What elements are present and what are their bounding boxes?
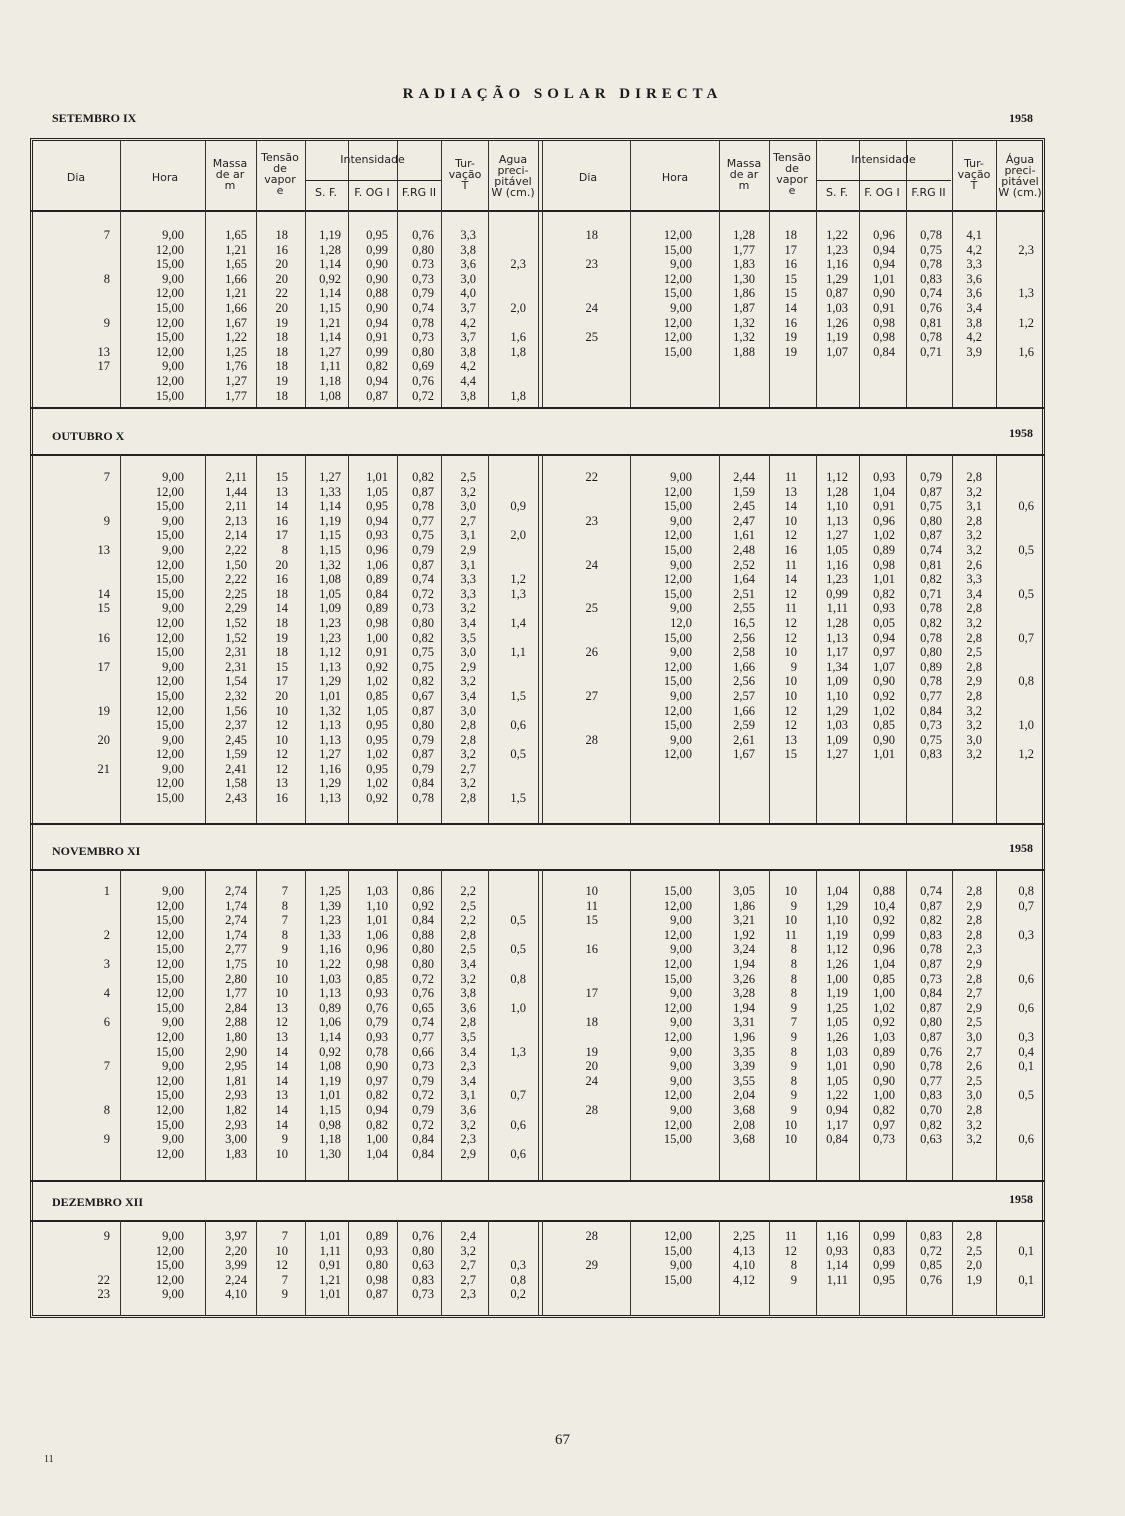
column-rule bbox=[538, 869, 539, 1180]
column-rule bbox=[816, 141, 817, 210]
data-column-left-t: 2,2 2,5 2,2 2,8 2,5 3,4 3,2 3,8 3,6 2,8 3,5 3,4 2,3 3,4 3,1 3,6 3,2 2,3 2,9 bbox=[460, 884, 476, 1161]
data-column-left-sf: 1,19 1,28 1,14 0,92 1,14 1,15 1,21 1,14 1,27 1,11 1,18 1,08 bbox=[319, 228, 341, 403]
data-column-right-e: 11 12 8 9 bbox=[784, 1229, 797, 1287]
data-column-left-sf: 1,25 1,39 1,23 1,33 1,16 1,22 1,03 1,13 0,89 1,06 1,14 0,92 1,08 1,19 1,01 1,15 0,98 1,18 1,30 bbox=[319, 884, 341, 1161]
data-column-right-t: 4,1 4,2 3,3 3,6 3,6 3,4 3,8 4,2 3,9 bbox=[966, 228, 982, 359]
hdr-dia-right: Dia bbox=[578, 171, 598, 184]
data-column-right-e: 18 17 16 15 15 14 16 19 19 bbox=[784, 228, 797, 359]
data-column-left-t: 3,3 3,8 3,6 3,0 4,0 3,7 4,2 3,7 3,8 4,2 4,4 3,8 bbox=[460, 228, 476, 403]
year-label: 1958 bbox=[1009, 111, 1033, 125]
hdr-hora-right: Hora bbox=[661, 171, 689, 184]
column-rule bbox=[441, 454, 442, 823]
month-heading: DEZEMBRO XII bbox=[52, 1195, 144, 1209]
column-rule bbox=[120, 1220, 121, 1316]
column-rule bbox=[441, 869, 442, 1180]
data-column-left-rg: 0,86 0,92 0,84 0,88 0,80 0,80 0,72 0,76 0,65 0,74 0,77 0,66 0,73 0,79 0,72 0,79 0,72 0,84 0,84 bbox=[412, 884, 434, 1161]
data-column-left-e: 7 8 7 8 9 10 10 10 13 12 13 14 14 14 13 14 14 9 10 bbox=[275, 884, 288, 1161]
column-rule bbox=[538, 141, 539, 210]
data-column-left-w: 0,5 0,5 0,8 1,0 1,3 0,7 0,6 0,6 bbox=[510, 913, 526, 1161]
data-column-right-t: 2,8 2,5 2,0 1,9 bbox=[966, 1229, 982, 1287]
data-column-right-dia: 18 23 24 25 bbox=[585, 228, 598, 345]
column-rule bbox=[542, 141, 543, 210]
intensidade-rule-left bbox=[305, 180, 441, 181]
hdr-intensidade: Intensidade bbox=[340, 153, 405, 166]
data-column-right-og: 0,99 0,83 0,99 0,95 bbox=[873, 1229, 895, 1287]
column-rule bbox=[538, 210, 539, 407]
intensidade-rule-right bbox=[816, 180, 951, 181]
column-rule bbox=[542, 454, 543, 823]
data-column-left-dia: 1 2 3 4 6 7 8 9 bbox=[103, 884, 110, 1147]
data-column-right-og: 0,93 1,04 0,91 0,96 1,02 0,89 0,98 1,01 0,82 0,93 0,05 0,94 0,97 1,07 0,90 0,92 1,02 0,85 0,90 1,01 bbox=[873, 470, 895, 762]
data-column-left-t: 2,4 3,2 2,7 2,7 2,3 bbox=[460, 1229, 476, 1302]
column-rule bbox=[120, 869, 121, 1180]
data-column-left-hora: 9,00 12,00 15,00 12,00 9,00 bbox=[155, 1229, 184, 1302]
data-column-left-t: 2,5 3,2 3,0 2,7 3,1 2,9 3,1 3,3 3,3 3,2 3,4 3,5 3,0 2,9 3,2 3,4 3,0 2,8 2,8 3,2 2,7 3,2 2,8 bbox=[460, 470, 476, 806]
column-rule bbox=[120, 454, 121, 823]
column-rule bbox=[441, 141, 442, 210]
hdr-turv-right: Tur- vação T bbox=[957, 157, 991, 192]
data-column-left-hora: 9,00 12,00 15,00 9,00 12,00 15,00 12,00 15,00 12,00 9,00 12,00 15,00 bbox=[155, 228, 184, 403]
hdr-dia: Dia bbox=[66, 171, 86, 184]
month-heading: SETEMBRO IX bbox=[52, 111, 137, 125]
data-column-left-dia: 7 8 9 13 17 bbox=[97, 228, 110, 374]
data-column-left-rg: 0,76 0,80 0,63 0,83 0,73 bbox=[412, 1229, 434, 1302]
data-column-left-og: 0,89 0,93 0,80 0,98 0,87 bbox=[366, 1229, 388, 1302]
data-column-left-w: 0,3 0,8 0,2 bbox=[510, 1258, 526, 1302]
column-rule bbox=[348, 141, 349, 210]
data-column-right-sf: 1,04 1,29 1,10 1,19 1,12 1,26 1,00 1,19 1,25 1,05 1,26 1,03 1,01 1,05 1,22 0,94 1,17 0,84 bbox=[826, 884, 848, 1147]
hdr-tensao: Tensão de vapor e bbox=[261, 151, 299, 197]
column-rule bbox=[542, 210, 543, 407]
column-rule bbox=[952, 141, 953, 210]
page-number: 67 bbox=[555, 1432, 570, 1448]
column-rule bbox=[205, 141, 206, 210]
data-column-right-sf: 1,12 1,28 1,10 1,13 1,27 1,05 1,16 1,23 0,99 1,11 1,28 1,13 1,17 1,34 1,09 1,10 1,29 1,03 1,09 1,27 bbox=[826, 470, 848, 762]
hdr-sf-right: S. F. bbox=[825, 186, 849, 199]
column-rule bbox=[256, 141, 257, 210]
data-column-right-dia: 22 23 24 25 26 27 28 bbox=[585, 470, 598, 747]
column-rule bbox=[906, 141, 907, 210]
data-column-right-hora: 12,00 15,00 9,00 12,00 15,00 9,00 12,00 12,00 15,00 bbox=[663, 228, 692, 359]
hdr-frg-right: F.RG II bbox=[911, 186, 946, 199]
data-column-left-rg: 0,76 0,80 0.73 0,73 0,79 0,74 0,78 0,73 0,80 0,69 0,76 0,72 bbox=[412, 228, 434, 403]
section-rule bbox=[30, 407, 1045, 409]
data-column-right-m: 1,28 1,77 1,83 1,30 1,86 1,87 1,32 1,32 1,88 bbox=[733, 228, 755, 359]
column-rule bbox=[120, 210, 121, 407]
hdr-frg: F.RG II bbox=[401, 186, 437, 199]
hdr-sf: S. F. bbox=[314, 186, 338, 199]
data-column-right-rg: 0,78 0,75 0,78 0,83 0,74 0,76 0,81 0,78 0,71 bbox=[920, 228, 942, 359]
section-rule bbox=[30, 823, 1045, 825]
column-rule bbox=[719, 141, 720, 210]
data-column-left-m: 2,11 1,44 2,11 2,13 2,14 2,22 1,50 2,22 2,25 2,29 1,52 1,52 2,31 2,31 1,54 2,32 1,56 2,37 2,45 1,59 2,41 1,58 2,43 bbox=[225, 470, 247, 806]
data-column-right-og: 0,88 10,4 0,92 0,99 0,96 1,04 0,85 1,00 1,02 0,92 1,03 0,89 0,90 0,90 1,00 0,82 0,97 0,73 bbox=[873, 884, 895, 1147]
page-title: RADIAÇÃO SOLAR DIRECTA bbox=[402, 86, 723, 102]
month-heading: OUTUBRO X bbox=[52, 429, 125, 443]
data-column-left-e: 15 13 14 16 17 8 20 16 18 14 18 19 18 15 17 20 10 12 10 12 12 13 16 bbox=[275, 470, 288, 806]
data-column-right-rg: 0,83 0,72 0,85 0,76 bbox=[920, 1229, 942, 1287]
column-rule bbox=[769, 141, 770, 210]
hdr-agua-right: Água preci- pitável W (cm.) bbox=[998, 153, 1042, 199]
section-rule bbox=[30, 1180, 1045, 1182]
hdr-intensidade-right: Intensidade bbox=[851, 153, 916, 166]
data-column-left-m: 3,97 2,20 3,99 2,24 4,10 bbox=[225, 1229, 247, 1302]
data-column-left-sf: 1,27 1,33 1,14 1,19 1,15 1,15 1,32 1,08 1,05 1,09 1,23 1,23 1,12 1,13 1,29 1,01 1,32 1,13 1,13 1,27 1,16 1,29 1,13 bbox=[319, 470, 341, 806]
footer-mark: 11 bbox=[44, 1454, 54, 1465]
column-rule bbox=[441, 210, 442, 407]
data-column-left-hora: 9,00 12,00 15,00 9,00 15,00 9,00 12,00 15,00 15,00 9,00 12,00 12,00 15,00 9,00 12,00 15,00 12,00 15,00 9,00 12,00 9,00 12,00 15,00 bbox=[155, 470, 184, 806]
data-column-right-m: 3,05 1,86 3,21 1,92 3,24 1,94 3,26 3,28 1,94 3,31 1,96 3,35 3,39 3,55 2,04 3,68 2,08 3,68 bbox=[733, 884, 755, 1147]
column-rule bbox=[542, 1220, 543, 1316]
data-column-right-hora: 9,00 12,00 15,00 9,00 12,00 15,00 9,00 12,00 15,00 9,00 12,0 15,00 9,00 12,00 15,00 9,00 12,00 15,00 9,00 12,00 bbox=[663, 470, 692, 762]
data-column-right-w: 0,8 0,7 0,3 0,6 0,6 0,3 0,4 0,1 0,5 0,6 bbox=[1018, 884, 1034, 1147]
column-rule bbox=[630, 141, 631, 210]
data-column-right-w: 0,6 0,5 0,5 0,7 0,8 1,0 1,2 bbox=[1018, 499, 1034, 762]
data-column-left-m: 2,74 1,74 2,74 1,74 2,77 1,75 2,80 1,77 2,84 2,88 1,80 2,90 2,95 1,81 2,93 1,82 2,93 3,00 1,83 bbox=[225, 884, 247, 1161]
column-rule bbox=[305, 141, 306, 210]
data-column-left-w: 0,9 2,0 1,2 1,3 1,4 1,1 1,5 0,6 0,5 1,5 bbox=[510, 499, 526, 806]
data-column-right-e: 11 13 14 10 12 16 11 14 12 11 12 12 10 9 10 10 12 12 13 15 bbox=[784, 470, 797, 762]
month-heading: NOVEMBRO XI bbox=[52, 844, 141, 858]
column-rule bbox=[120, 141, 121, 210]
data-column-left-hora: 9,00 12,00 15,00 12,00 15,00 12,00 15,00 12,00 15,00 9,00 12,00 15,00 9,00 12,00 15,00 12,00 15,00 9,00 12,00 bbox=[155, 884, 184, 1161]
hdr-turv: Tur- vação T bbox=[448, 157, 482, 192]
hdr-agua: Agua preci- pitável W (cm.) bbox=[491, 153, 535, 199]
year-label: 1958 bbox=[1009, 841, 1033, 855]
data-column-right-m: 2,44 1,59 2,45 2,47 1,61 2,48 2,52 1,64 2,51 2,55 16,5 2,56 2,58 1,66 2,56 2,57 1,66 2,59 2,61 1,67 bbox=[733, 470, 755, 762]
data-column-right-t: 2,8 3,2 3,1 2,8 3,2 3,2 2,6 3,3 3,4 2,8 3,2 2,8 2,5 2,8 2,9 2,8 3,2 3,2 3,0 3,2 bbox=[966, 470, 982, 762]
data-column-right-hora: 12,00 15,00 9,00 15,00 bbox=[663, 1229, 692, 1287]
column-rule bbox=[538, 1220, 539, 1316]
data-column-left-dia: 7 9 13 14 15 16 17 19 20 21 bbox=[97, 470, 110, 776]
column-rule bbox=[996, 141, 997, 210]
column-rule bbox=[397, 141, 398, 210]
data-column-right-rg: 0,79 0,87 0,75 0,80 0,87 0,74 0,81 0,82 0,71 0,78 0,82 0,78 0,80 0,89 0,78 0,77 0,84 0,73 0,75 0,83 bbox=[920, 470, 942, 762]
data-column-right-dia: 28 29 bbox=[585, 1229, 598, 1273]
data-column-left-e: 18 16 20 20 22 20 19 18 18 18 19 18 bbox=[275, 228, 288, 403]
data-column-left-dia: 9 22 23 bbox=[97, 1229, 110, 1302]
column-rule bbox=[488, 141, 489, 210]
data-column-right-hora: 15,00 12,00 9,00 12,00 9,00 12,00 15,00 9,00 12,00 9,00 12,00 9,00 9,00 9,00 12,00 9,00 12,00 15,00 bbox=[663, 884, 692, 1147]
hdr-tensao-right: Tensão de vapor e bbox=[773, 151, 811, 197]
data-column-right-e: 10 9 10 11 8 8 8 8 9 7 9 8 9 8 9 9 10 10 bbox=[784, 884, 797, 1147]
data-column-left-m: 1,65 1,21 1,65 1,66 1,21 1,66 1,67 1,22 1,25 1,76 1,27 1,77 bbox=[225, 228, 247, 403]
hdr-fog-right: F. OG I bbox=[864, 186, 900, 199]
data-column-left-sf: 1,01 1,11 0,91 1,21 1,01 bbox=[319, 1229, 341, 1302]
data-column-right-og: 0,96 0,94 0,94 1,01 0,90 0,91 0,98 0,98 0,84 bbox=[873, 228, 895, 359]
data-column-right-t: 2,8 2,9 2,8 2,8 2,3 2,9 2,8 2,7 2,9 2,5 3,0 2,7 2,6 2,5 3,0 2,8 3,2 3,2 bbox=[966, 884, 982, 1147]
hdr-fog: F. OG I bbox=[354, 186, 390, 199]
data-column-left-w: 2,3 2,0 1,6 1,8 1,8 bbox=[510, 257, 526, 403]
column-rule bbox=[542, 869, 543, 1180]
column-rule bbox=[859, 141, 860, 210]
year-label: 1958 bbox=[1009, 426, 1033, 440]
data-column-left-og: 1,01 1,05 0,95 0,94 0,93 0,96 1,06 0,89 0,84 0,89 0,98 1,00 0,91 0,92 1,02 0,85 1,05 0,95 0,95 1,02 0,95 1,02 0,92 bbox=[366, 470, 388, 806]
hdr-massa-right: Massa de ar m bbox=[726, 157, 762, 192]
data-column-right-rg: 0,74 0,87 0,82 0,83 0,78 0,87 0,73 0,84 0,87 0,80 0,87 0,76 0,78 0,77 0,83 0,70 0,82 0,63 bbox=[920, 884, 942, 1147]
hdr-hora: Hora bbox=[151, 171, 179, 184]
data-column-right-sf: 1,16 0,93 1,14 1,11 bbox=[826, 1229, 848, 1287]
data-column-left-og: 0,95 0,99 0,90 0,90 0,88 0,90 0,94 0,91 0,99 0,82 0,94 0,87 bbox=[366, 228, 388, 403]
column-rule bbox=[538, 454, 539, 823]
data-column-left-e: 7 10 12 7 9 bbox=[275, 1229, 288, 1302]
data-column-right-w: 2,3 1,3 1,2 1,6 bbox=[1018, 242, 1034, 359]
data-column-right-w: 0,1 0,1 bbox=[1018, 1243, 1034, 1287]
data-column-right-m: 2,25 4,13 4,10 4,12 bbox=[733, 1229, 755, 1287]
data-column-right-dia: 10 11 15 16 17 18 19 20 24 28 bbox=[585, 884, 598, 1117]
hdr-massa: Massa de ar m bbox=[212, 157, 248, 192]
data-column-left-rg: 0,82 0,87 0,78 0,77 0,75 0,79 0,87 0,74 0,72 0,73 0,80 0,82 0,75 0,75 0,82 0,67 0,87 0,80 0,79 0,87 0,79 0,84 0,78 bbox=[412, 470, 434, 806]
year-label: 1958 bbox=[1009, 1192, 1033, 1206]
data-column-right-sf: 1,22 1,23 1,16 1,29 0,87 1,03 1,26 1,19 1,07 bbox=[826, 228, 848, 359]
data-column-left-og: 1,03 1,10 1,01 1,06 0,96 0,98 0,85 0,93 0,76 0,79 0,93 0,78 0,90 0,97 0,82 0,94 0,82 1,00 1,04 bbox=[366, 884, 388, 1161]
column-rule bbox=[441, 1220, 442, 1316]
